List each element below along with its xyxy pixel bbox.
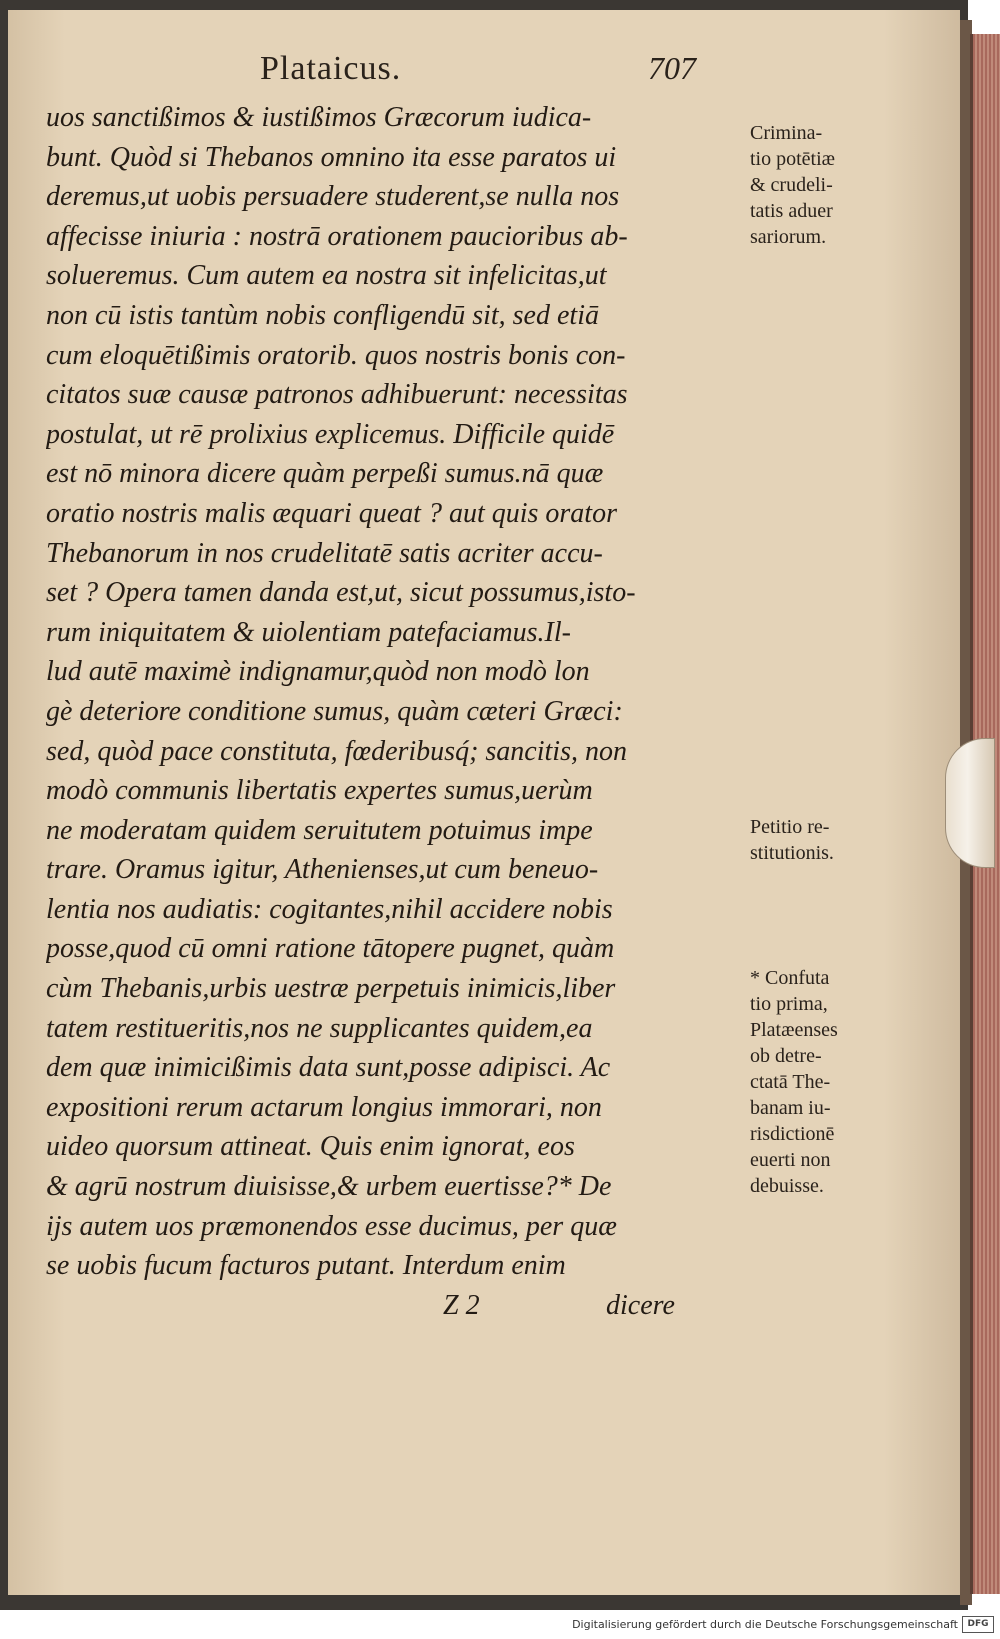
text-line: deremus,ut uobis persuadere studerent,se nulla nos bbox=[46, 181, 620, 213]
margin-note-petitio bbox=[750, 814, 960, 866]
text-line: lud autē maximè indignamur,quòd non modò lon bbox=[46, 656, 590, 688]
text-line: uideo quorsum attineat. Quis enim ignorat, eos bbox=[46, 1131, 575, 1163]
page-number: 707 bbox=[648, 50, 696, 86]
text-line: posse,quod cū omni ratione tātopere pugnet, quàm bbox=[46, 933, 615, 965]
text-line: lentia nos audiatis: cogitantes,nihil accidere nobis bbox=[46, 893, 613, 925]
margin-note-line: & crudeli- bbox=[750, 174, 833, 196]
main-text-block bbox=[46, 98, 746, 1286]
margin-note-line: ctatā The- bbox=[750, 1071, 831, 1093]
text-line: dem quæ inimicißimis data sunt,posse adipisci. Ac bbox=[46, 1052, 611, 1084]
margin-note-confutatio bbox=[750, 965, 960, 1199]
text-line: est nō minora dicere quàm perpeßi sumus.nā quæ bbox=[46, 458, 604, 490]
text-line: sed, quòd pace constituta, fœderibusq́; sancitis, non bbox=[46, 735, 627, 767]
text-line: expositioni rerum actarum longius immorari, non bbox=[46, 1091, 602, 1123]
text-line: modò communis libertatis expertes sumus,uerùm bbox=[46, 775, 593, 807]
text-line: affecisse iniuria : nostrā orationem paucioribus ab- bbox=[46, 220, 628, 252]
book-page bbox=[8, 10, 960, 1595]
margin-note-line: sariorum. bbox=[750, 226, 827, 248]
text-line: citatos suæ causæ patronos adhibuerunt: necessitas bbox=[46, 379, 628, 411]
running-head: Plataicus. bbox=[260, 50, 402, 87]
text-line: cum eloquētißimis oratorib. quos nostris bonis con- bbox=[46, 339, 626, 371]
margin-note-line: Petitio re- bbox=[750, 816, 830, 838]
text-line: gè deteriore conditione sumus, quàm cæteri Græci: bbox=[46, 695, 623, 727]
margin-note-line: * Confuta bbox=[750, 967, 830, 989]
margin-note-line: risdictionē bbox=[750, 1123, 835, 1145]
footer-credit: Digitalisierung gefördert durch die Deutsche Forschungsgemeinschaft bbox=[572, 1618, 958, 1631]
dfg-logo: DFG bbox=[962, 1616, 994, 1633]
text-line: & agrū nostrum diuisisse,& urbem euertisse?* De bbox=[46, 1171, 612, 1203]
margin-note-line: stitutionis. bbox=[750, 842, 834, 864]
margin-note-calumnia bbox=[750, 120, 960, 250]
margin-note-line: debuisse. bbox=[750, 1175, 824, 1197]
margin-note-line: tio prima, bbox=[750, 993, 828, 1015]
text-line: oratio nostris malis æquari queat ? aut quis orator bbox=[46, 497, 617, 529]
text-line: ijs autem uos præmonendos esse ducimus, per quæ bbox=[46, 1210, 617, 1242]
text-line: uos sanctißimos & iustißimos Græcorum iudica- bbox=[46, 102, 592, 133]
text-line: Thebanorum in nos crudelitatē satis acriter accu- bbox=[46, 537, 603, 569]
text-line: ne moderatam quidem seruitutem potuimus impe bbox=[46, 814, 593, 846]
margin-note-line: banam iu- bbox=[750, 1097, 831, 1119]
text-line: bunt. Quòd si Thebanos omnino ita esse paratos ui bbox=[46, 141, 617, 173]
text-line: se uobis fucum facturos putant. Interdum enim bbox=[46, 1250, 566, 1282]
margin-note-line: tatis aduer bbox=[750, 200, 833, 222]
text-line: tatem restitueritis,nos ne supplicantes quidem,ea bbox=[46, 1012, 593, 1044]
catchword: dicere bbox=[606, 1290, 675, 1321]
margin-note-line: tio potētiæ bbox=[750, 148, 835, 170]
page-clip bbox=[945, 738, 995, 868]
margin-note-line: Platæenses bbox=[750, 1019, 838, 1041]
margin-note-line: Crimina- bbox=[750, 122, 823, 144]
text-line: postulat, ut rē prolixius explicemus. Difficile quidē bbox=[46, 418, 615, 450]
text-line: solueremus. Cum autem ea nostra sit infelicitas,ut bbox=[46, 260, 607, 292]
margin-note-line: euerti non bbox=[750, 1149, 831, 1171]
text-line: cùm Thebanis,urbis uestræ perpetuis inimicis,liber bbox=[46, 973, 616, 1005]
signature-mark: Z 2 bbox=[443, 1290, 480, 1321]
text-line: set ? Opera tamen danda est,ut, sicut possumus,isto- bbox=[46, 577, 636, 609]
text-line: rum iniquitatem & uiolentiam patefaciamus.Il- bbox=[46, 616, 571, 648]
margin-note-line: ob detre- bbox=[750, 1045, 822, 1067]
text-line: trare. Oramus igitur, Athenienses,ut cum beneuo- bbox=[46, 854, 599, 886]
text-line: non cū istis tantùm nobis confligendū sit, sed etiā bbox=[46, 299, 599, 331]
